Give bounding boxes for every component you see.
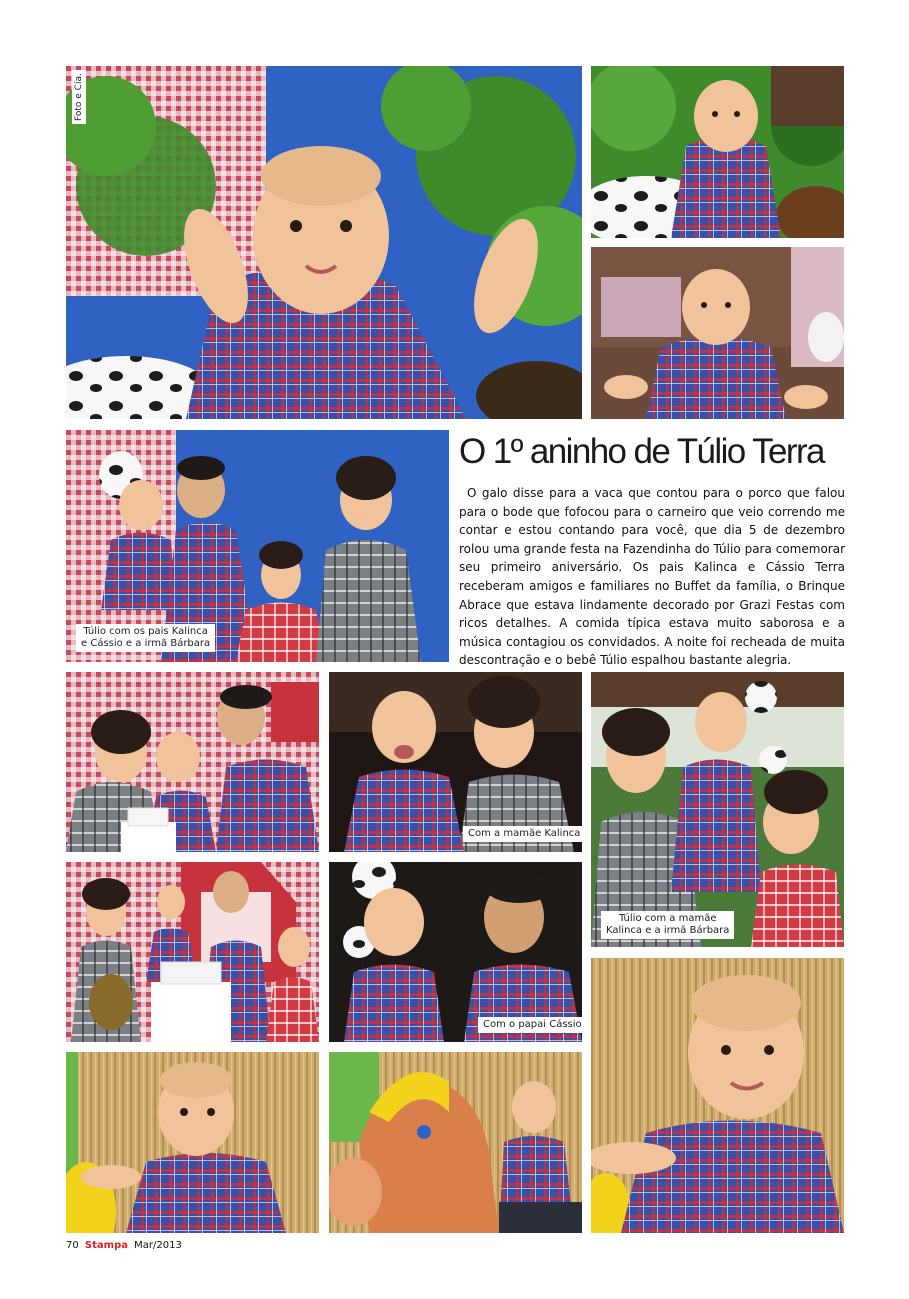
- caption-dad: Com o papai Cássio: [478, 1017, 587, 1033]
- photo-mom-and-sister: [591, 672, 844, 947]
- photo-baby-with-horse: [329, 1052, 582, 1233]
- photo-baby-with-cow: [591, 66, 844, 238]
- magazine-name: Stampa: [84, 1240, 128, 1251]
- caption-mom: Com a mamãe Kalinca: [463, 826, 585, 842]
- caption-mom-and-sister-line-1: Túlio com a mamãe: [618, 913, 717, 924]
- page-number: 70: [66, 1240, 79, 1251]
- caption-family-line-2: e Cássio e a irmã Bárbara: [81, 638, 211, 649]
- article-title: O 1º aninho de Túlio Terra: [459, 432, 824, 471]
- photo-credit: Foto e Cia.: [72, 70, 86, 124]
- issue-date: Mar/2013: [134, 1240, 182, 1251]
- photo-baby-smiling-closeup: [591, 958, 844, 1233]
- photo-baby-with-dad: [329, 862, 582, 1042]
- caption-mom-and-sister-line-2: Kalinca e a irmã Bárbara: [606, 925, 730, 936]
- photo-family-at-cake: [66, 862, 319, 1042]
- photo-parents-kiss: [66, 672, 319, 852]
- caption-family: [76, 624, 215, 652]
- photo-baby-sitting: [591, 247, 844, 419]
- photo-baby-waving: [66, 66, 582, 419]
- caption-mom-and-sister: [601, 911, 734, 939]
- page-footer: [66, 1240, 182, 1251]
- caption-family-line-1: Túlio com os pais Kalinca: [83, 626, 208, 637]
- photo-baby-on-toy: [66, 1052, 319, 1233]
- photo-baby-with-mom: [329, 672, 582, 852]
- article-body: O galo disse para a vaca que contou para o porco que falou para o bode que fofocou para o carneiro que veio correndo me contar e estou contando para você, que dia 5 de dezembro rolou uma grande festa na Fazendinha do Túlio para comemorar seu primeiro aniversário. Os pais Kalinca e Cássio Terra receberam amigos e familiares no Buffet da família, o Brinque Abrace que estava lindamente decorado por Grazi Festas com ricos detalhes. A comida típica estava muito saborosa e a música contagiou os convidados. A noite foi recheada de muita descontração e o bebê Túlio espalhou bastante alegria.: [459, 486, 845, 668]
